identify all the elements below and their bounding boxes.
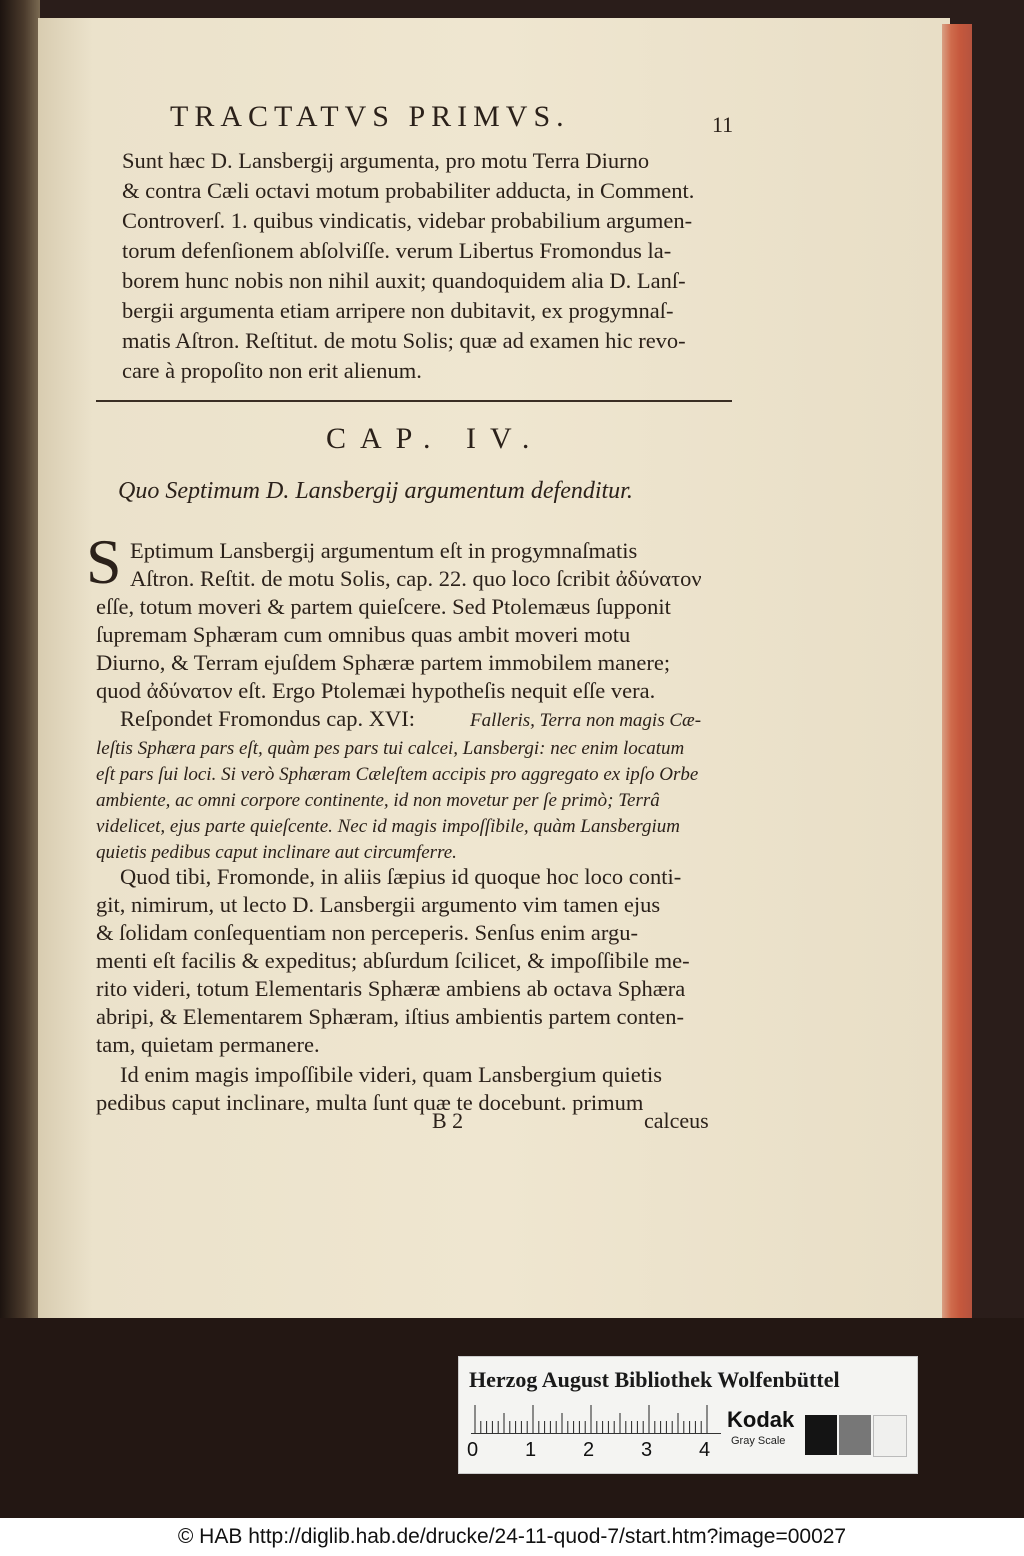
italic-line: leſtis Sphæra pars eſt, quàm pes pars tui calcei, Lansbergi: nec enim locatum — [96, 738, 685, 759]
italic-line: Falleris, Terra non magis Cæ- — [470, 710, 702, 731]
signature-mark: B 2 — [432, 1108, 464, 1133]
red-page-edge — [942, 24, 972, 1318]
text-line: & ſolidam conſequentiam non perceperis. Senſus enim argu- — [96, 920, 638, 945]
text-line: pedibus caput inclinare, multa ſunt quæ te docebunt. primum — [96, 1090, 644, 1115]
kodak-logo: Kodak — [727, 1407, 795, 1432]
library-name: Herzog August Bibliothek Wolfenbüttel — [469, 1367, 840, 1392]
text-line: care à propoſito non erit alienum. — [122, 358, 422, 383]
ruler-number: 3 — [641, 1439, 653, 1461]
text-line: rito videri, totum Elementaris Sphæræ ambiens ab octava Sphæra — [96, 976, 686, 1001]
section-rule — [96, 400, 732, 402]
text-line: git, nimirum, ut lecto D. Lansbergii argumento vim tamen ejus — [96, 892, 661, 917]
italic-line: ambiente, ac omni corpore continente, id non movetur per ſe primò; Terrâ — [96, 790, 660, 811]
text-line: tam, quietam permanere. — [96, 1032, 320, 1057]
chapter-subtitle: Quo Septimum D. Lansbergij argumentum defenditur. — [118, 478, 633, 504]
ruler-ticks — [471, 1403, 721, 1433]
binding-shadow — [0, 0, 40, 1320]
running-title: TRACTATVS PRIMVS. — [170, 100, 570, 133]
italic-line: eſt pars ſui loci. Si verò Sphæram Cæleſtem accipis pro aggregato ex ipſo Orbe — [96, 764, 699, 785]
text-line: Diurno, & Terram ejuſdem Sphæræ partem immobilem manere; — [96, 650, 671, 675]
gray-scale-label: Gray Scale — [731, 1435, 786, 1447]
text-line: eſſe, totum moveri & partem quieſcere. Sed Ptolemæus ſupponit — [96, 594, 671, 619]
text-line: Id enim magis impoſſibile videri, quam Lansbergium quietis — [120, 1062, 662, 1087]
copyright-footer: © HAB http://diglib.hab.de/drucke/24-11-quod-7/start.htm?image=00027 — [0, 1518, 1024, 1556]
library-color-card — [458, 1356, 918, 1474]
text-line: Quod tibi, Fromonde, in aliis ſæpius id quoque hoc loco conti- — [120, 864, 682, 889]
ruler-number: 2 — [583, 1439, 595, 1461]
text-line: & contra Cæli octavi motum probabiliter adducta, in Comment. — [122, 178, 695, 203]
text-line: bergii argumenta etiam arripere non dubitavit, ex progymnaſ- — [122, 298, 674, 323]
gray-swatch-black — [805, 1415, 837, 1455]
text-line: quod ἀδύνατον eſt. Ergo Ptolemæi hypotheſis nequit eſſe vera. — [96, 678, 656, 703]
catchword: calceus — [644, 1108, 709, 1133]
ruler-number: 4 — [699, 1439, 711, 1461]
text-line: Reſpondet Fromondus cap. XVI: — [120, 706, 415, 731]
text-line: Controverſ. 1. quibus vindicatis, videbar probabilium argumen- — [122, 208, 693, 233]
text-line: menti eſt facilis & expeditus; abſurdum ſcilicet, & impoſſibile me- — [96, 948, 690, 973]
text-line: matis Aſtron. Reſtitut. de motu Solis; quæ ad examen hic revo- — [122, 328, 686, 353]
page-number: 11 — [712, 112, 734, 137]
chapter-heading: CAP. IV. — [326, 422, 544, 455]
text-line: Sunt hæc D. Lansbergij argumenta, pro motu Terra Diurno — [122, 148, 650, 173]
text-line: abripi, & Elementarem Sphæram, iſtius ambientis partem conten- — [96, 1004, 684, 1029]
ruler-numbers — [467, 1439, 727, 1463]
italic-line: quietis pedibus caput inclinare aut circumferre. — [96, 842, 457, 863]
text-line: Aſtron. Reſtit. de motu Solis, cap. 22. quo loco ſcribit ἀδύνατον — [130, 566, 702, 591]
text-line: Eptimum Lansbergij argumentum eſt in progymnaſmatis — [130, 538, 638, 563]
gray-swatch-white — [873, 1415, 907, 1457]
scale-ruler — [471, 1403, 721, 1434]
text-line: borem hunc nobis non nihil auxit; quandoquidem alia D. Lanſ- — [122, 268, 686, 293]
gray-swatch-mid — [839, 1415, 871, 1455]
ruler-number: 1 — [525, 1439, 537, 1461]
text-line: torum defenſionem abſolviſſe. verum Libertus Fromondus la- — [122, 238, 672, 263]
text-line: ſupremam Sphæram cum omnibus quas ambit moveri motu — [96, 622, 631, 647]
ruler-number: 0 — [467, 1439, 479, 1461]
drop-cap: S — [86, 526, 122, 597]
italic-line: videlicet, ejus parte quieſcente. Nec id magis impoſſibile, quàm Lansbergium — [96, 816, 680, 837]
